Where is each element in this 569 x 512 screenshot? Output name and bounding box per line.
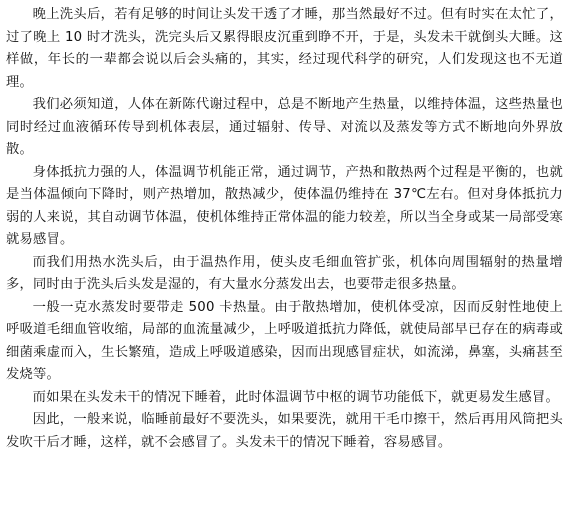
paragraph-sleep-wet-hair: 而如果在头发未干的情况下睡着，此时体温调节中枢的调节功能低下，就更易发生感冒。 (32, 389, 559, 405)
paragraph-body-temperature: 身体抵抗力强的人，体温调节机能正常，通过调节，产热和散热两个过程是平衡的，也就是当体温倾向下降时，则产热增加，散热减少，使体温仍维持在 37℃左右。但对身体抵抗力弱的人来说，其自动调节体温，使机体维持正常体温的能力较差，所以当全身或某一局部受寒就易感冒。 (6, 164, 563, 247)
paragraph-conclusion: 因此，一般来说，临睡前最好不要洗头，如果要洗，就用干毛巾擦干，然后再用风筒把头发吹干后才睡，这样，就不会感冒了。头发未干的情况下睡着，容易感冒。 (6, 412, 563, 450)
paragraph-metabolism: 我们必须知道，人体在新陈代谢过程中，总是不断地产生热量，以维持体温，这些热量也同时经过血液循环传导到机体表层，通过辐射、传导、对流以及蒸发等方式不断地向外界放散。 (6, 97, 563, 157)
paragraph-evaporation: 一般一克水蒸发时要带走 500 卡热量。由于散热增加，使机体受凉，因而反射性地使上呼吸道毛细血管收缩，局部的血流量减少，上呼吸道抵抗力降低，就使局部早已存在的病毒或细菌乘虚而入，生长繁殖，造成上呼吸道感染，因而出现感冒症状，如流涕，鼻塞，头痛甚至发烧等。 (6, 299, 563, 382)
paragraph-hot-water: 而我们用热水洗头后，由于温热作用，使头皮毛细血管扩张，机体向周围辐射的热量增多，同时由于洗头后头发是湿的，有大量水分蒸发出去，也要带走很多热量。 (6, 254, 563, 292)
paragraph-intro: 晚上洗头后，若有足够的时间让头发干透了才睡，那当然最好不过。但有时实在太忙了，过了晚上 10 时才洗头，洗完头后又累得眼皮沉重到睁不开，于是，头发未干就倒头大睡。这样做，年长的一辈都会说以后会头痛的，其实，经过现代科学的研究，人们发现这也不无道理。 (6, 7, 563, 90)
